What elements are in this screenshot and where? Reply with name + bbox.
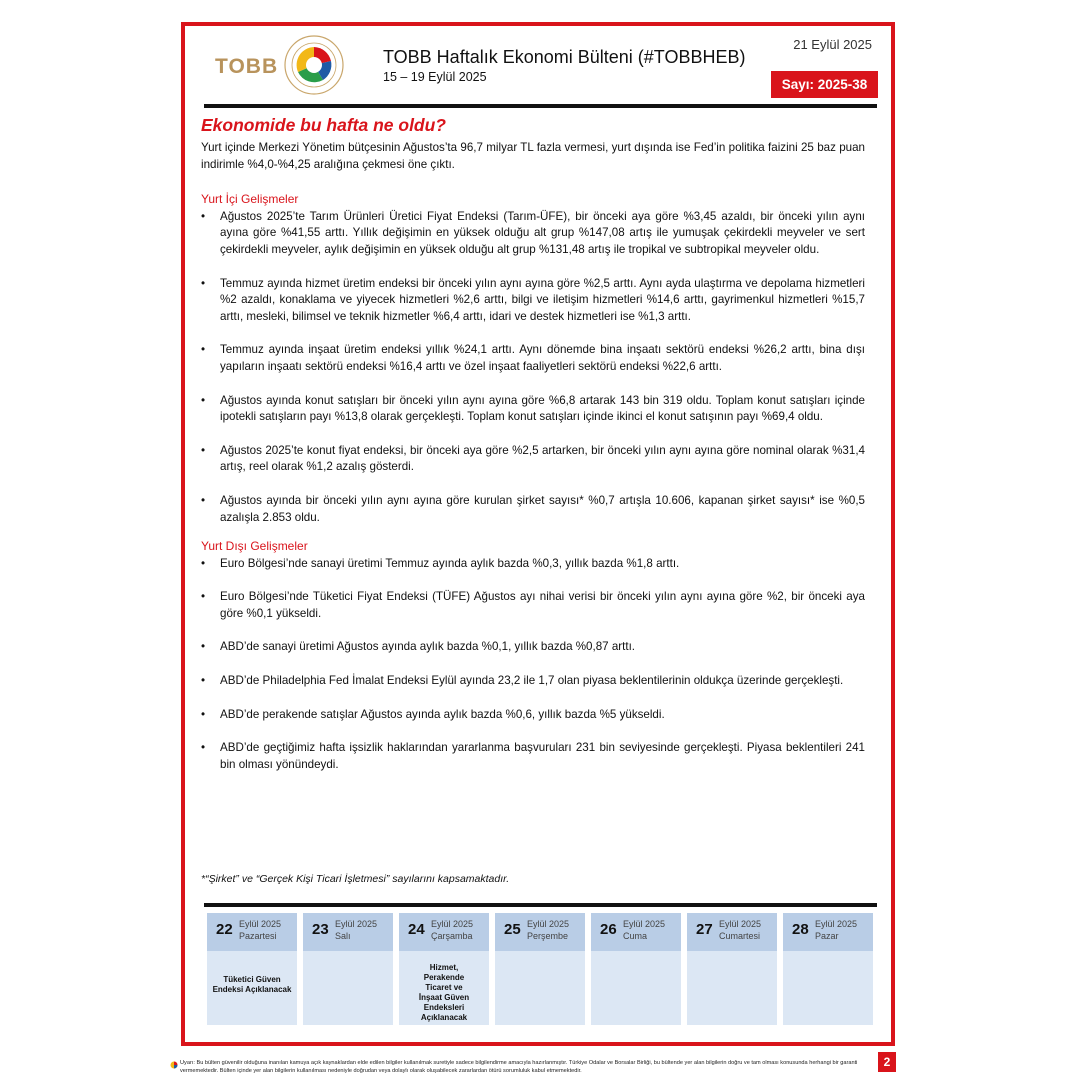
list-item: • Ağustos ayında konut satışları bir önceki yılın aynı ayına göre %6,8 artarak 143 bin 319 oldu. Toplam konut satışları içinde ipotekli satışların payı %13,8 olarak gerçekleşti. Toplam konut satışları içinde ikinci el konut satışının payı %69,4 oldu. (201, 393, 865, 426)
calendar-divider (204, 903, 877, 907)
day-weekday: Cumartesi (719, 931, 761, 941)
day-event: Tüketici Güven Endeksi Açıklanacak (212, 975, 292, 994)
issue-date: 21 Eylül 2025 (793, 37, 872, 52)
day-month: Eylül 2025 (431, 919, 474, 929)
foreign-list (201, 556, 865, 774)
day-weekday: Pazartesi (239, 931, 277, 941)
list-item: • Ağustos 2025’te Tarım Ürünleri Üretici Fiyat Endeksi (Tarım-ÜFE), bir önceki aya göre %3,45 azaldı, bir önceki yılın aynı ayına göre %41,55 arttı. Yıllık değişimin en yüksek olduğu alt grup %147,08 artış ile yumuşak çekirdekli meyveler ve sert çekirdekli meyveler, aylık değişimin en yüksek olduğu alt grup %131,48 artış ile tropikal ve subtropikal meyveler oldu. (201, 209, 865, 259)
list-item: • Euro Bölgesi’nde Tüketici Fiyat Endeksi (TÜFE) Ağustos ayı nihai verisi bir önceki yılın aynı ayına göre %2, bir önceki aya göre %0,1 yükseldi. (201, 589, 865, 622)
day-month: Eylül 2025 (239, 919, 282, 929)
foreign-heading: Yurt Dışı Gelişmeler (201, 539, 308, 554)
list-item: • ABD’de Philadelphia Fed İmalat Endeksi Eylül ayında 23,2 ile 1,7 olan piyasa beklentilerinin oldukça üzerinde gerçekleşti. (201, 673, 865, 690)
day-month: Eylül 2025 (719, 919, 762, 929)
day-number: 25 (504, 921, 521, 938)
tobb-logo-text: TOBB (215, 55, 279, 78)
day-number: 23 (312, 921, 329, 938)
domestic-list (201, 209, 865, 526)
day-weekday: Cuma (623, 931, 648, 941)
day-number: 28 (792, 921, 809, 938)
calendar-day (399, 913, 489, 1025)
day-weekday: Pazar (815, 931, 839, 941)
footnote: *“Şirket” ve “Gerçek Kişi Ticari İşletmesi” sayılarını kapsamaktadır. (201, 873, 510, 885)
day-month: Eylül 2025 (815, 919, 858, 929)
section-title: Ekonomide bu hafta ne oldu? (201, 115, 446, 135)
calendar-day (495, 913, 585, 1025)
page-number: 2 (878, 1052, 896, 1072)
list-item: • Euro Bölgesi’nde sanayi üretimi Temmuz ayında aylık bazda %0,3, yıllık bazda %1,8 arttı. (201, 556, 865, 573)
list-item: • Temmuz ayında hizmet üretim endeksi bir önceki yılın aynı ayına göre %2,5 arttı. Aynı ayda ulaştırma ve depolama hizmetleri %2 azaldı, konaklama ve yiyecek hizmetleri %2,6 arttı, bilgi ve iletişim hizmetleri %14,6 arttı, gayrimenkul hizmetleri %15,7 arttı, mesleki, bilimsel ve teknik hizmetler %6,4 arttı, idari ve destek hizmetleri ise %1,3 arttı. (201, 276, 865, 326)
list-item: • ABD’de perakende satışlar Ağustos ayında aylık bazda %0,6, yıllık bazda %5 yükseldi. (201, 707, 865, 724)
day-number: 26 (600, 921, 617, 938)
day-weekday: Salı (335, 931, 351, 941)
day-month: Eylül 2025 (335, 919, 378, 929)
tobb-seal-icon (283, 34, 345, 96)
calendar-day (207, 913, 297, 1025)
day-weekday: Perşembe (527, 931, 569, 941)
day-month: Eylül 2025 (623, 919, 666, 929)
day-event: Hizmet, Perakende Ticaret ve İnşaat Güven Endeksleri Açıklanacak (418, 963, 470, 1022)
list-item: • Temmuz ayında inşaat üretim endeksi yıllık %24,1 arttı. Aynı dönemde bina inşaatı sektörü endeksi %26,2 arttı, bina dışı yapıların inşaatı sektörü endeksi %16,4 arttı ve özel inşaat faaliyetleri sektörü endeksi %22,6 arttı. (201, 342, 865, 375)
domestic-heading: Yurt İçi Gelişmeler (201, 192, 299, 207)
day-number: 27 (696, 921, 713, 938)
calendar-day (303, 913, 393, 1025)
day-month: Eylül 2025 (527, 919, 570, 929)
issue-number-badge: Sayı: 2025-38 (771, 71, 878, 98)
weekly-calendar (207, 913, 873, 1025)
day-number: 24 (408, 921, 425, 938)
list-item: • ABD’de geçtiğimiz hafta işsizlik haklarından yararlanma başvuruları 231 bin seviyesinde gerçekleşti. Piyasa beklentileri 241 bin olması yönündeydi. (201, 740, 865, 773)
calendar-day (591, 913, 681, 1025)
disclaimer: Uyarı: Bu bülten güvenilir olduğuna inanılan kamuya açık kaynaklardan elde edilen bilgiler kullanılmak suretiyle sadece bilgilendirme amacıyla hazırlanmıştır. Türkiye Odalar ve Borsalar Birliği, bu bültende yer alan bilgilerin doğru ve tam olması konusunda herhangi bir garanti vermemektedir. Bülten içinde yer alan bilgilerin kullanılması nedeniyle doğrudan veya dolaylı olarak oluşabilecek zararlardan ötürü sorumluluk kabul etmemektedir. (180, 1060, 858, 1074)
day-number: 22 (216, 921, 233, 938)
list-item: • ABD’de sanayi üretimi Ağustos ayında aylık bazda %0,1, yıllık bazda %0,87 arttı. (201, 639, 865, 656)
header-divider (204, 104, 877, 108)
bulletin-content (201, 140, 865, 790)
calendar-day (687, 913, 777, 1025)
calendar-day (783, 913, 873, 1025)
list-item: • Ağustos 2025’te konut fiyat endeksi, bir önceki aya göre %2,5 artarken, bir önceki yılın aynı ayına göre nominal olarak %31,4 artış, reel olarak %1,2 azalış gösterdi. (201, 443, 865, 476)
list-item: • Ağustos ayında bir önceki yılın aynı ayına göre kurulan şirket sayısı* %0,7 artışla 10.606, kapanan şirket sayısı* ise %0,5 azalışla 2.853 oldu. (201, 493, 865, 526)
day-weekday: Çarşamba (431, 931, 473, 941)
bulletin-date-range: 15 – 19 Eylül 2025 (383, 70, 487, 84)
intro-paragraph: Yurt içinde Merkezi Yönetim bütçesinin Ağustos’ta 96,7 milyar TL fazla vermesi, yurt dışında ise Fed’in politika faizini 25 baz puan indirimle %4,0-%4,25 aralığına çekmesi öne çıktı. (201, 141, 865, 171)
bulletin-title: TOBB Haftalık Ekonomi Bülteni (#TOBBHEB) (383, 47, 746, 67)
